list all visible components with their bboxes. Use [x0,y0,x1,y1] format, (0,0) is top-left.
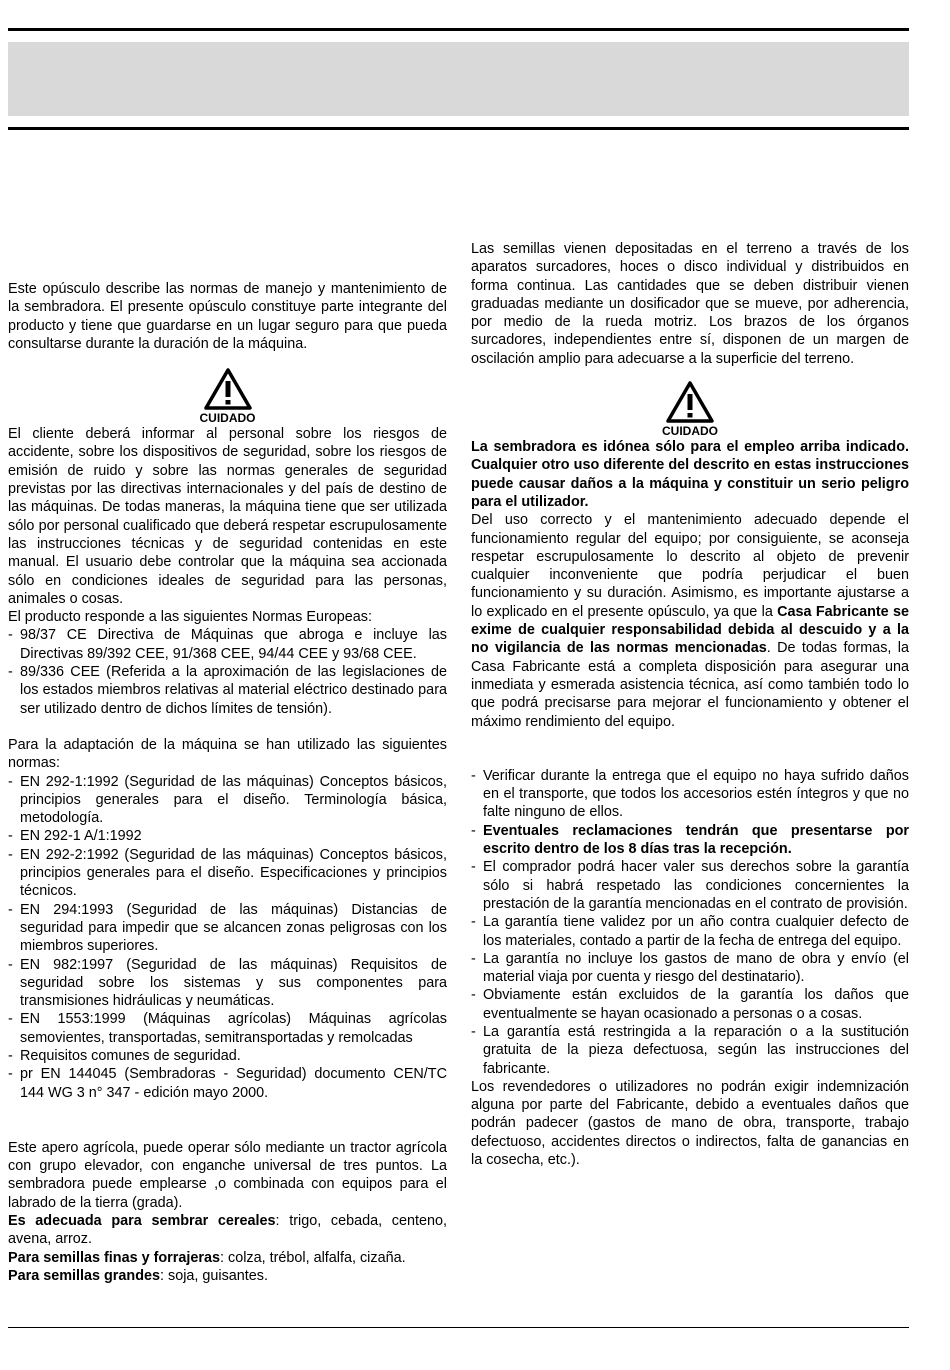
adapt-norms-list [8,773,447,1102]
client-paragraph: El cliente deberá informar al personal sobre los riesgos de accidente, sobre los dispositivos de seguridad, sobre los riesgos de emisión de ruido y sobre las normas generales de seguridad previstas por las directivas internacionales y del país de destino de las máquinas. De todas maneras, la máquina tiene que ser utilizada sólo por personal cualificado que deberá respetar escrupulosamente las instrucciones técnicas y de seguridad contenidas en este manual. El usuario debe controlar que la máquina sea accionada sólo en condiciones ideales de seguridad para las personas, animales o cosas. [8,426,447,607]
list-item: - La garantía está restringida a la reparación o a la sustitución gratuita de la pieza defectuosa, según las instrucciones del fabricante. [471,1023,909,1078]
warning-block [8,367,447,425]
warning-bold-text: La sembradora es idónea sólo para el empleo arriba indicado. Cualquier otro uso diferente del descrito en estas instrucciones puede causar daños a la máquina y constituir un serio peligro para el utilizador. [471,439,909,510]
finas-line [8,1249,447,1267]
apero-paragraph: Este apero agrícola, puede operar sólo mediante un tractor agrícola con grupo elevador, con enganche universal de tres puntos. La sembradora puede emplearse ,o combinada con equipos para el labrado de la tierra (grada). [8,1139,447,1211]
use-text-2: . De todas formas, la Casa Fabricante está a completa disposición para asegurar una inmediata y esmerada asistencia técnica, así como también todo lo que podrá precisarse para mejorar el funcionamiento y obtener el máximo rendimiento del equipo. [471,640,909,730]
intro-paragraph: Este opúsculo describe las normas de manejo y mantenimiento de la sembradora. El presente opúsculo constituye parte integrante del producto y tiene que guardarse en un lugar seguro para que pueda consultarse durante la duración de la máquina. [8,281,447,352]
list-item: - 98/37 CE Directiva de Máquinas que abroga e incluye las Directivas 89/392 CEE, 91/368 CEE, 94/44 CEE y 93/68 CEE. [8,626,447,663]
warranty-bold-text: Eventuales reclamaciones tendrán que presentarse por escrito dentro de los 8 días tras la recepción. [483,822,909,858]
list-item: - EN 982:1997 (Seguridad de las máquinas) Requisitos de seguridad sobre los sistemas y sus componentes para transmisiones hidráulicas y neumáticas. [8,956,447,1011]
list-item [471,822,909,859]
warranty-list [471,767,909,1078]
top-rule [8,28,909,31]
use-paragraph [471,511,909,731]
list-item: - La garantía tiene validez por un año contra cualquier defecto de los materiales, contado a partir de la fecha de entrega del equipo. [471,913,909,950]
list-item: - Requisitos comunes de seguridad. [8,1047,447,1065]
resellers-paragraph: Los revendedores o utilizadores no podrán exigir indemnización alguna por parte del Fabricante, debido a eventuales daños que podrán padecer (gastos de mano de obra, transporte, trabajo defectuoso, accidentes directos o indirectos, falta de ganancias en la cosecha, etc.). [471,1078,909,1169]
warning-block [471,380,909,438]
grandes-rest: : soja, guisantes. [160,1267,268,1284]
list-item: - 89/336 CEE (Referida a la aproximación de las legislaciones de los estados miembros relativas al material eléctrico destinado para ser utilizado dentro de dichos límites de tensión). [8,663,447,718]
list-item: - El comprador podrá hacer valer sus derechos sobre la garantía sólo si habrá respetado las condiciones concernientes la prestación de la garantía mencionadas en el contrato de provisión. [471,858,909,913]
header-rule [8,127,909,130]
warning-text [471,438,909,511]
list-item: - Obviamente están excluidos de la garantía los daños que eventualmente se hayan ocasionado a personas o a cosas. [471,986,909,1023]
grandes-line [8,1267,447,1285]
list-item: - EN 292-2:1992 (Seguridad de las máquinas) Conceptos básicos, principios generales para el diseño. Especificaciones y principios técnicos. [8,846,447,901]
header-band [8,42,909,116]
list-item: - EN 294:1993 (Seguridad de las máquinas) Distancias de seguridad para impedir que se alcancen zonas peligrosas con los miembros superiores. [8,901,447,956]
use-text-bold: Casa Fabricante se exime de cualquier responsabilidad debida al descuido y a la no vigilancia de las normas mencionadas [471,603,909,657]
cereales-line [8,1212,447,1249]
finas-rest: : colza, trébol, alfalfa, cizaña. [220,1249,406,1266]
warning-label: CUIDADO [662,424,718,439]
cereales-rest: : trigo, cebada, centeno, avena, arroz. [8,1213,448,1248]
seeds-paragraph: Las semillas vienen depositadas en el terreno a través de los aparatos surcadores, hoces o disco individual y distribuidos en forma continua. Las cantidades que se deben distribuir vienen graduadas mediante un dosificador que se mueve, por adherencia, por medio de la rueda motriz. Los brazos de los órganos surcadores, independientes entre sí, disponen de un margen de oscilación amplio para adecuarse a la superficie del terreno. [471,241,909,367]
adapt-intro: Para la adaptación de la máquina se han utilizado las siguientes normas: [8,736,447,772]
warning-label: CUIDADO [199,411,256,426]
list-item: - pr EN 144045 (Sembradoras - Seguridad) documento CEN/TC 144 WG 3 n° 347 - edición mayo 2000. [8,1065,447,1102]
list-item: - EN 292-1:1992 (Seguridad de las máquinas) Conceptos básicos, principios generales para el diseño. Terminología básica, metodología. [8,773,447,828]
grandes-bold: Para semillas grandes [8,1267,160,1284]
list-item: - Verificar durante la entrega que el equipo no haya sufrido daños en el transporte, que todos los accesorios estén íntegros y que no falte ninguno de ellos. [471,767,909,822]
warning-icon [665,380,715,424]
finas-bold: Para semillas finas y forrajeras [8,1249,220,1266]
cereales-bold: Es adecuada para sembrar cereales [8,1213,276,1230]
norms-list [8,626,447,717]
use-text-1: Del uso correcto y el mantenimiento adecuado depende el funcionamiento regular del equipo; por consiguiente, se aconseja respetar escrupulosamente lo descrito al objeto de prevenir cualquier inconveniente que podría perjudicar el buen funcionamiento y su duración. Asimismo, es importante ajustarse a lo explicado en el presente opúsculo, ya que la [471,512,909,620]
norms-intro: El producto responde a las siguientes Normas Europeas: [8,609,372,626]
warning-icon [203,367,253,411]
list-item: - EN 1553:1999 (Máquinas agrícolas) Máquinas agrícolas semovientes, transportadas, semitransportadas y remolcadas [8,1010,447,1047]
footer-rule [8,1327,909,1328]
left-column [8,280,447,1285]
right-column [471,240,909,1169]
list-item: - La garantía no incluye los gastos de mano de obra y envío (el material viaja por cuenta y riesgo del destinatario). [471,950,909,987]
list-item: - EN 292-1 A/1:1992 [8,827,447,845]
